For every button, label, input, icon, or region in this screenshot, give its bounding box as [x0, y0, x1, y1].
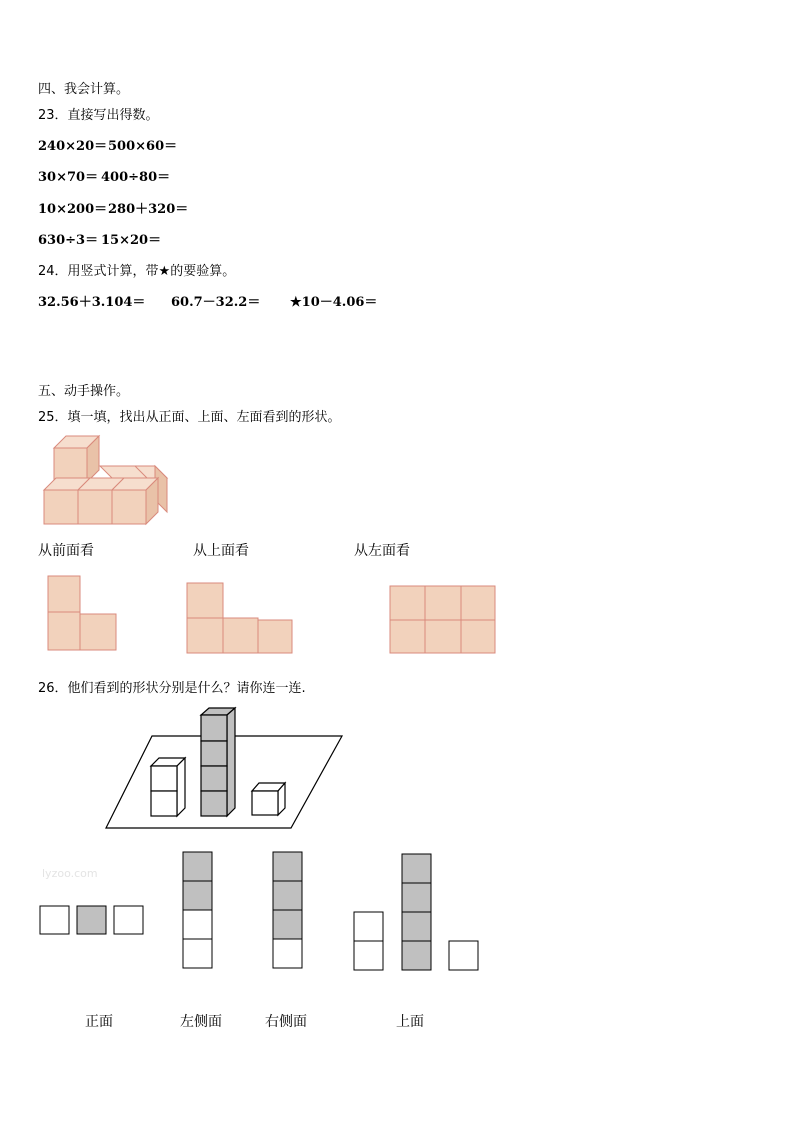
option-front-view[interactable] [40, 906, 143, 934]
top-view-shape [187, 583, 292, 653]
calc-item: 280＋320＝ [108, 202, 189, 217]
section-4-heading: 四、我会计算。 [38, 82, 130, 97]
view-label-left-side: 左侧面 [180, 1014, 222, 1030]
view-label-right-side: 右侧面 [265, 1014, 307, 1030]
section-5-heading: 五、动手操作。 [38, 384, 130, 399]
question-25-title: 25．填一填，找出从正面、上面、左面看到的形状。 [38, 410, 341, 425]
calc-item: 10×200＝ [38, 202, 108, 217]
calc-item: 500×60＝ [108, 139, 178, 154]
calc-item: 240×20＝ [38, 139, 108, 154]
calc-item: 630÷3＝ [38, 233, 99, 248]
option-right-side-view[interactable] [273, 852, 302, 968]
question-24-title: 24．用竖式计算，带★的要验算。 [38, 264, 236, 279]
calc-item: 30×70＝ [38, 170, 99, 185]
option-top-view[interactable] [354, 854, 478, 970]
tall-gray-cube-stack [201, 708, 235, 816]
view-label-left: 从左面看 [354, 543, 410, 559]
vertical-calc-item: ★10－4.06＝ [290, 295, 378, 310]
calc-item: 400÷80＝ [101, 170, 171, 185]
option-left-side-view[interactable] [183, 852, 212, 968]
platform-scene [106, 708, 342, 828]
vertical-calc-item: 32.56＋3.104＝ [38, 295, 146, 310]
cube-arrangement-3d [44, 436, 167, 524]
view-label-front: 从前面看 [38, 543, 94, 559]
single-cube [252, 783, 285, 815]
question-26-title: 26．他们看到的形状分别是什么？请你连一连. [38, 681, 306, 696]
left-view-shape [390, 586, 495, 653]
view-label-front-side: 正面 [85, 1014, 113, 1030]
vertical-calc-item: 60.7－32.2＝ [171, 295, 261, 310]
view-label-top: 从上面看 [193, 543, 249, 559]
front-view-shape [48, 576, 116, 650]
calc-item: 15×20＝ [101, 233, 162, 248]
left-cube-stack [151, 758, 185, 816]
watermark: lyzoo.com [42, 867, 98, 880]
view-label-top-side: 上面 [396, 1014, 424, 1030]
question-23-title: 23．直接写出得数。 [38, 108, 159, 123]
